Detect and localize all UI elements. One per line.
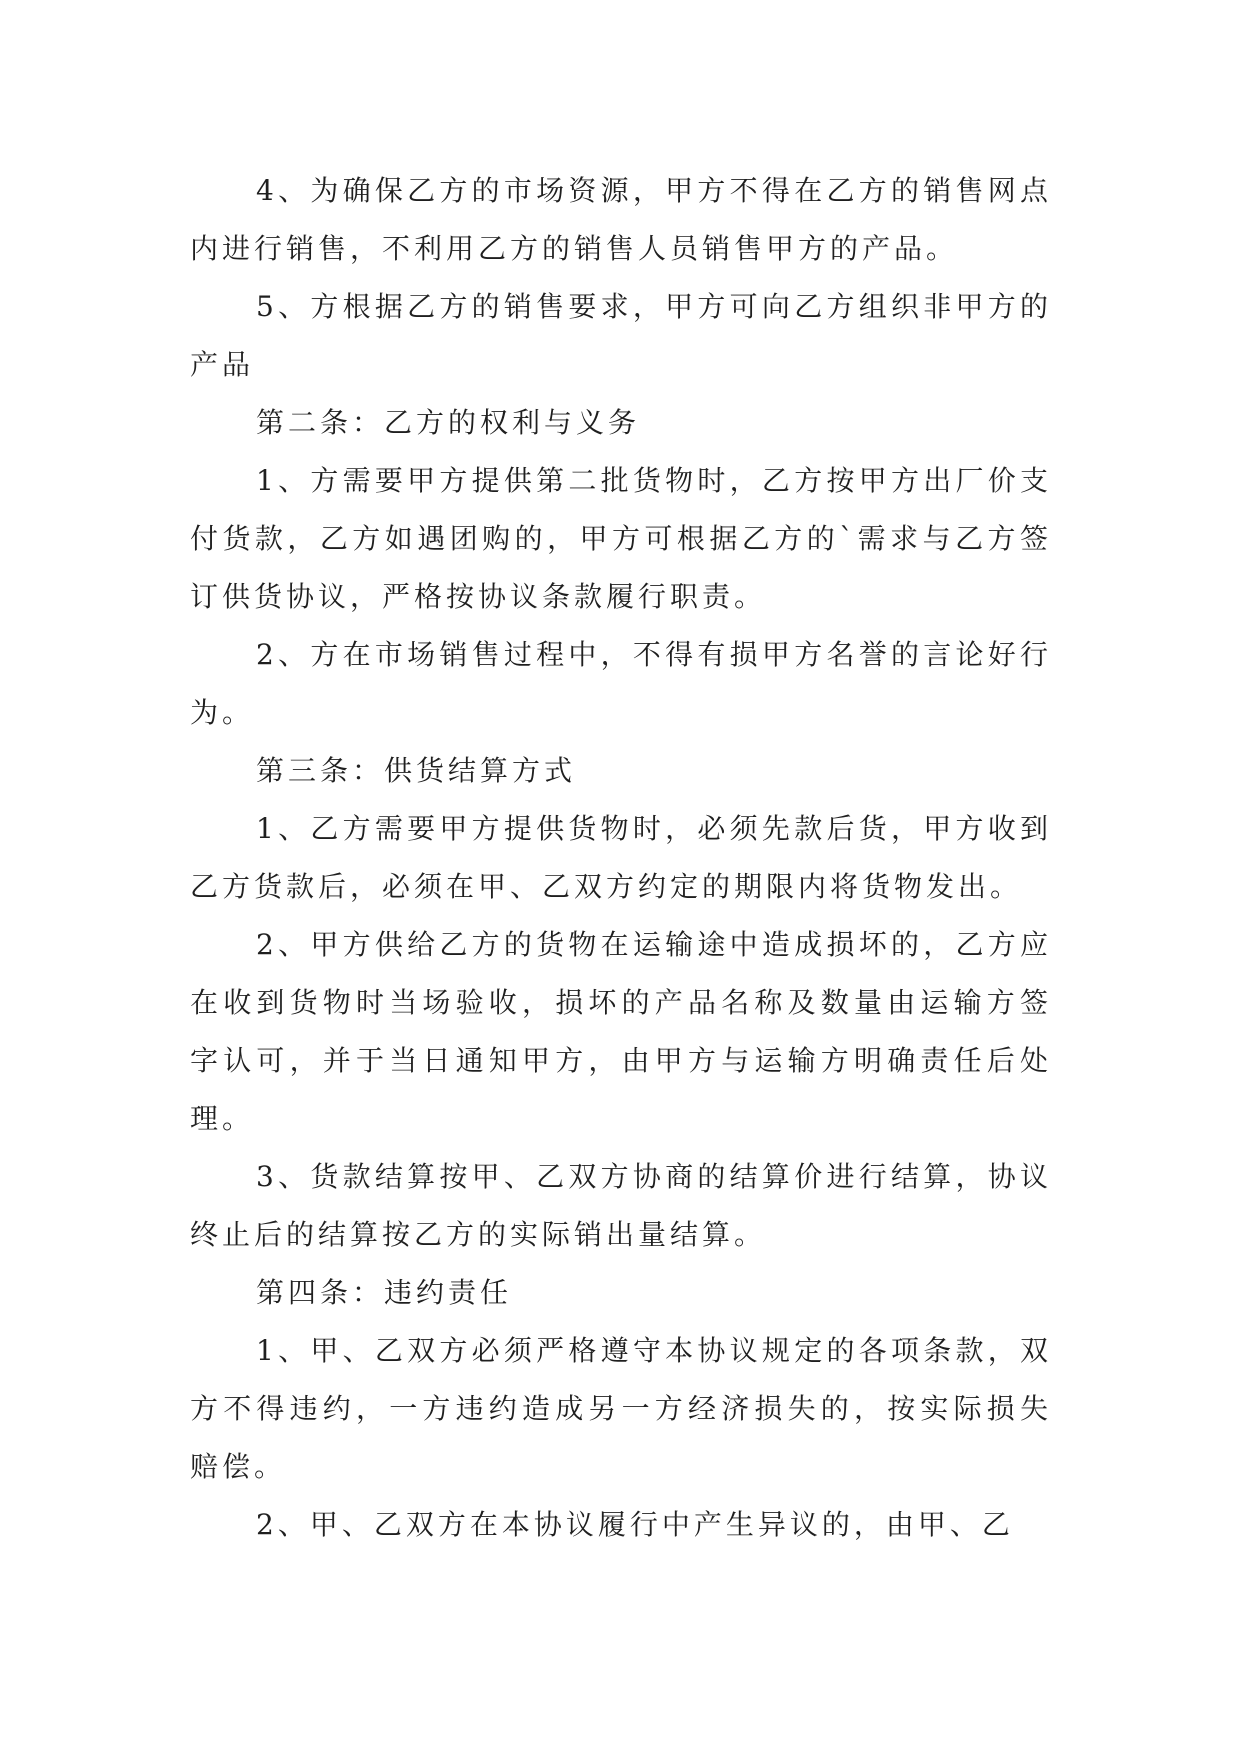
- clause-3-item-1: 1、乙方需要甲方提供货物时，必须先款后货，甲方收到乙方货款后，必须在甲、乙双方约定的期限内将货物发出。: [190, 812, 1052, 903]
- clause-2-item-1: 1、方需要甲方提供第二批货物时，乙方按甲方出厂价支付货款，乙方如遇团购的，甲方可根据乙方的`需求与乙方签订供货协议，严格按协议条款履行职责。: [190, 464, 1052, 613]
- clause-3-item-2: 2、甲方供给乙方的货物在运输途中造成损坏的，乙方应在收到货物时当场验收，损坏的产品名称及数量由运输方签字认可，并于当日通知甲方，由甲方与运输方明确责任后处理。: [190, 928, 1052, 1135]
- clause-4-heading: 第四条：违约责任: [256, 1276, 513, 1309]
- clause-2-item-2: 2、方在市场销售过程中，不得有损甲方名誉的言论好行为。: [190, 638, 1052, 729]
- clause-4-item-2: 2、甲、乙双方在本协议履行中产生异议的，由甲、乙: [256, 1508, 1014, 1541]
- clause-3-heading: 第三条：供货结算方式: [256, 754, 577, 787]
- document-body: [190, 162, 1052, 1554]
- clause-2-heading: 第二条：乙方的权利与义务: [256, 406, 641, 439]
- clause-3-item-3: 3、货款结算按甲、乙双方协商的结算价进行结算，协议终止后的结算按乙方的实际销出量结算。: [190, 1160, 1052, 1251]
- clause-1-item-4: 4、为确保乙方的市场资源，甲方不得在乙方的销售网点内进行销售，不利用乙方的销售人员销售甲方的产品。: [190, 174, 1052, 265]
- clause-1-item-5: 5、方根据乙方的销售要求，甲方可向乙方组织非甲方的产品: [190, 290, 1052, 381]
- clause-4-item-1: 1、甲、乙双方必须严格遵守本协议规定的各项条款，双方不得违约，一方违约造成另一方经济损失的，按实际损失赔偿。: [190, 1334, 1052, 1483]
